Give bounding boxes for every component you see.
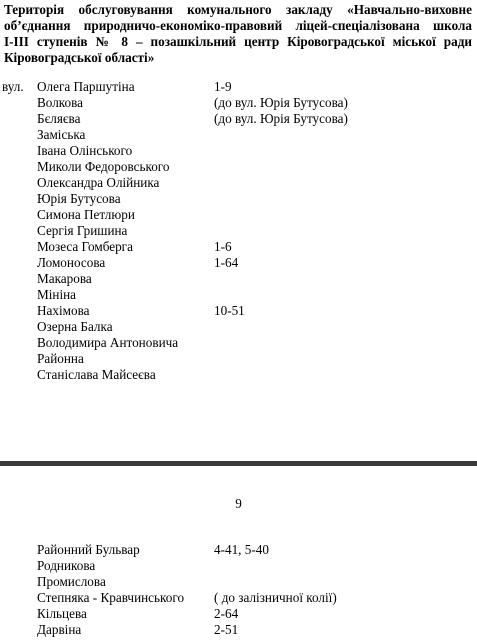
- title-line: Кіровоградської області»: [4, 50, 155, 65]
- street-name: Родникова: [37, 558, 96, 573]
- street-name: Волкова: [37, 95, 84, 110]
- street-name: Олега Паршутіна: [37, 79, 135, 94]
- street-name: Нахімова: [37, 303, 90, 318]
- title-line: Територія обслуговування комунального закладу «Навчально-виховне: [4, 2, 472, 17]
- document-page-bottom: [0, 470, 477, 643]
- street-name: Кільцева: [37, 606, 87, 621]
- street-name: Сергія Гришина: [37, 223, 128, 238]
- street-name: Симона Петлюри: [37, 207, 135, 222]
- street-name: Юрія Бутусова: [37, 191, 121, 206]
- house-range: 1-64: [214, 255, 239, 270]
- house-range: 1-6: [214, 239, 232, 254]
- title-line: І-ІІІ ступенів № 8 – позашкільний центр Кіровоградської міської ради: [4, 34, 472, 49]
- street-name: Ломоносова: [37, 255, 106, 270]
- house-range: 10-51: [214, 303, 245, 318]
- street-name: Районна: [37, 351, 84, 366]
- page-separator: [0, 458, 477, 470]
- house-range: 4-41, 5-40: [214, 542, 269, 557]
- house-range: ( до залізничної колії): [214, 590, 337, 605]
- title-line: об’єднання природничо-економіко-правовий ліцей-спеціалізована школа: [4, 18, 472, 33]
- street-name: Озерна Балка: [37, 319, 113, 334]
- street-name: Мозеса Гомберга: [37, 239, 133, 254]
- street-name: Промислова: [37, 574, 106, 589]
- street-name: Степняка - Кравчинського: [37, 590, 185, 605]
- street-name: Станіслава Майсеєва: [37, 367, 156, 382]
- street-name: Мініна: [37, 287, 77, 302]
- street-name: Дарвіна: [37, 622, 82, 637]
- house-range: (до вул. Юрія Бутусова): [214, 95, 348, 110]
- street-name: Заміська: [37, 127, 86, 142]
- house-range: 1-9: [214, 79, 232, 94]
- house-range: 2-64: [214, 606, 239, 621]
- street-name: Бєляєва: [37, 111, 81, 126]
- house-range: (до вул. Юрія Бутусова): [214, 111, 348, 126]
- street-name: Володимира Антоновича: [37, 335, 179, 350]
- street-name: Івана Олінського: [37, 143, 133, 158]
- page-number: 9: [235, 496, 242, 511]
- street-name: Макарова: [37, 271, 92, 286]
- page-break-bar: [0, 461, 477, 466]
- street-name: Районний Бульвар: [37, 542, 140, 557]
- street-name: Олександра Олійника: [37, 175, 160, 190]
- document-title: [4, 2, 472, 66]
- street-prefix: вул.: [2, 79, 24, 94]
- street-name: Миколи Федоровського: [37, 159, 170, 174]
- house-range: 2-51: [214, 622, 239, 637]
